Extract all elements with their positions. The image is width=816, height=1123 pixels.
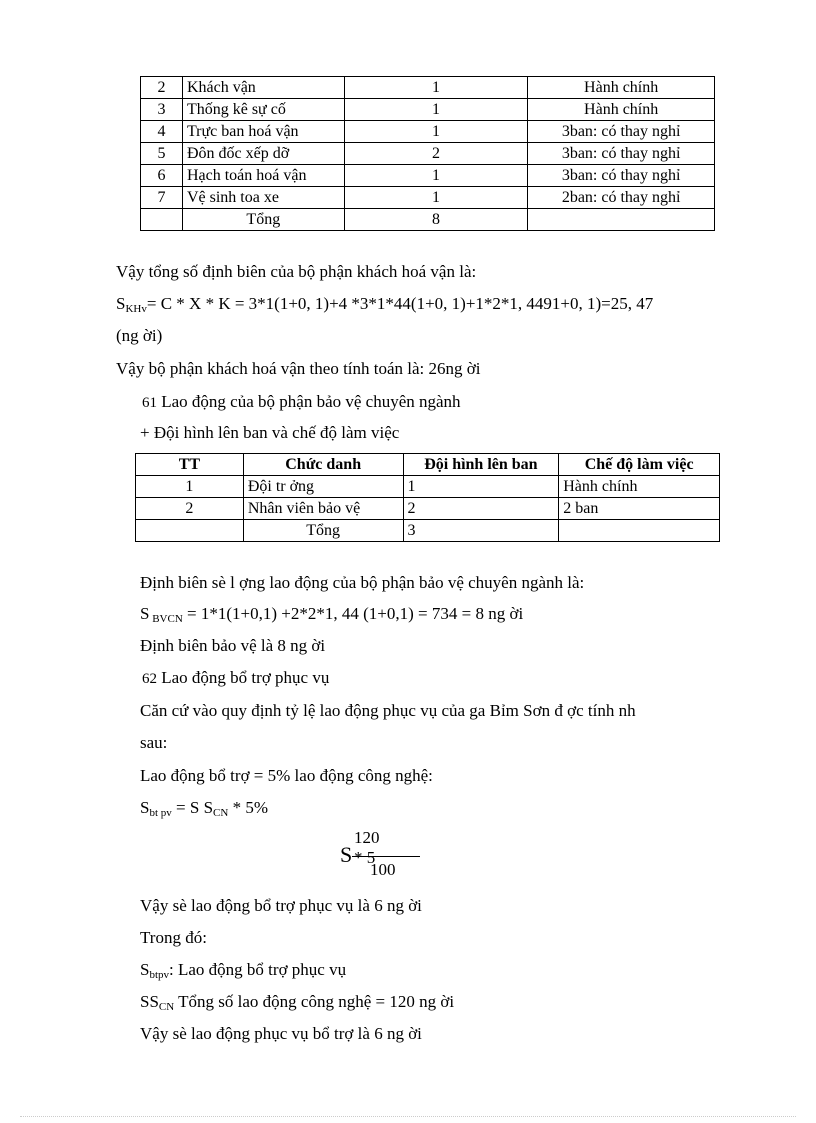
row-mode: Hành chính	[528, 99, 715, 121]
row-number: 2	[136, 498, 244, 520]
section-heading-62: 62 Lao động bổ trợ phục vụ	[142, 668, 330, 687]
row-position: Hạch toán hoá vận	[182, 165, 344, 187]
paragraph-bvcn: Định biên sè l ợng lao động của bộ phận bảo vệ chuyên ngành là:	[140, 573, 585, 592]
paragraph-unit: (ng ời)	[116, 326, 163, 345]
row-count: 1	[344, 187, 528, 209]
section-heading-61: 61 Lao động của bộ phận bảo vệ chuyên ngành	[142, 392, 461, 411]
row-mode: 3ban: có thay nghỉ	[528, 165, 715, 187]
empty-cell	[559, 520, 720, 542]
staff-table-2	[135, 453, 720, 542]
empty-cell	[136, 520, 244, 542]
row-number: 6	[141, 165, 183, 187]
table-row	[141, 165, 715, 187]
table-row	[141, 143, 715, 165]
row-mode: 3ban: có thay nghỉ	[528, 121, 715, 143]
row-position: Đội tr ởng	[243, 476, 403, 498]
paragraph-basis-cont: sau:	[140, 733, 168, 752]
definition-sbtpv: $S_{btpv}$: Lao động bổ trợ phục vụ	[140, 960, 347, 981]
row-mode: Hành chính	[528, 77, 715, 99]
table-total-row	[136, 520, 720, 542]
row-number: 4	[141, 121, 183, 143]
paragraph-ratio: Lao động bổ trợ = 5% lao động công nghệ:	[140, 766, 433, 785]
row-position: Đôn đốc xếp dỡ	[182, 143, 344, 165]
row-count: 1	[344, 165, 528, 187]
empty-cell	[528, 209, 715, 231]
paragraph-total-khv: Vậy tổng số định biên của bộ phận khách hoá vận là:	[116, 262, 477, 281]
table-header-row	[136, 454, 720, 476]
paragraph-where: Trong đó:	[140, 928, 207, 947]
column-header: Chức danh	[243, 454, 403, 476]
total-value: 3	[403, 520, 559, 542]
staff-table-1	[140, 76, 715, 231]
row-number: 7	[141, 187, 183, 209]
total-value: 8	[344, 209, 528, 231]
paragraph-final: Vậy sè lao động phục vụ bổ trợ là 6 ng ời	[140, 1024, 422, 1043]
table-row	[141, 77, 715, 99]
paragraph-result-khv: Vậy bộ phận khách hoá vận theo tính toán là: 26ng ời	[116, 359, 481, 378]
row-count: 1	[344, 99, 528, 121]
paragraph-shift: + Đội hình lên ban và chế độ làm việc	[140, 423, 400, 442]
row-number: 3	[141, 99, 183, 121]
total-label: Tổng	[182, 209, 344, 231]
row-mode: 2 ban	[559, 498, 720, 520]
row-count: 2	[403, 498, 559, 520]
row-number: 5	[141, 143, 183, 165]
paragraph-bvcn-result: Định biên bảo vệ là 8 ng ời	[140, 636, 326, 655]
row-number: 2	[141, 77, 183, 99]
row-mode: Hành chính	[559, 476, 720, 498]
row-mode: 2ban: có thay nghỉ	[528, 187, 715, 209]
formula-sbvcn: S $_{BVCN}$ = 1*1(1+0,1) +2*2*1, 44 (1+0,1) = 734 = 8 ng ời	[140, 604, 524, 625]
row-number: 1	[136, 476, 244, 498]
row-count: 2	[344, 143, 528, 165]
table-row	[141, 187, 715, 209]
page-bottom-divider	[20, 1116, 796, 1117]
column-header: Chế độ làm việc	[559, 454, 720, 476]
definition-sscn: $SS_{CN}$ Tổng số lao động công nghệ = 120 ng ời	[140, 992, 455, 1013]
total-label: Tổng	[243, 520, 403, 542]
row-count: 1	[403, 476, 559, 498]
row-position: Khách vận	[182, 77, 344, 99]
paragraph-basis: Căn cứ vào quy định tỷ lệ lao động phục vụ của ga Bỉm Sơn đ ợc tính nh	[140, 701, 636, 720]
row-count: 1	[344, 121, 528, 143]
row-count: 1	[344, 77, 528, 99]
table-total-row	[141, 209, 715, 231]
row-position: Nhân viên bảo vệ	[243, 498, 403, 520]
formula-sbtpv: $S_{bt pv} = S$ $S_{CN} * 5\%$	[140, 798, 268, 819]
row-position: Trực ban hoá vận	[182, 121, 344, 143]
table-row	[136, 498, 720, 520]
table-row	[141, 121, 715, 143]
empty-cell	[141, 209, 183, 231]
table-row	[136, 476, 720, 498]
column-header: Đội hình lên ban	[403, 454, 559, 476]
row-mode: 3ban: có thay nghỉ	[528, 143, 715, 165]
paragraph-support-result: Vậy sè lao động bổ trợ phục vụ là 6 ng ời	[140, 896, 422, 915]
table-row	[141, 99, 715, 121]
row-position: Thống kê sự cố	[182, 99, 344, 121]
column-header: TT	[136, 454, 244, 476]
formula-skhv: $S_{KHv}= C * X * K = 3*1(1+0$, 1)+4 *3*1*44(1+0, 1)+1*2*1, 4491+0, 1)=25, 47	[116, 294, 654, 315]
row-position: Vệ sinh toa xe	[182, 187, 344, 209]
